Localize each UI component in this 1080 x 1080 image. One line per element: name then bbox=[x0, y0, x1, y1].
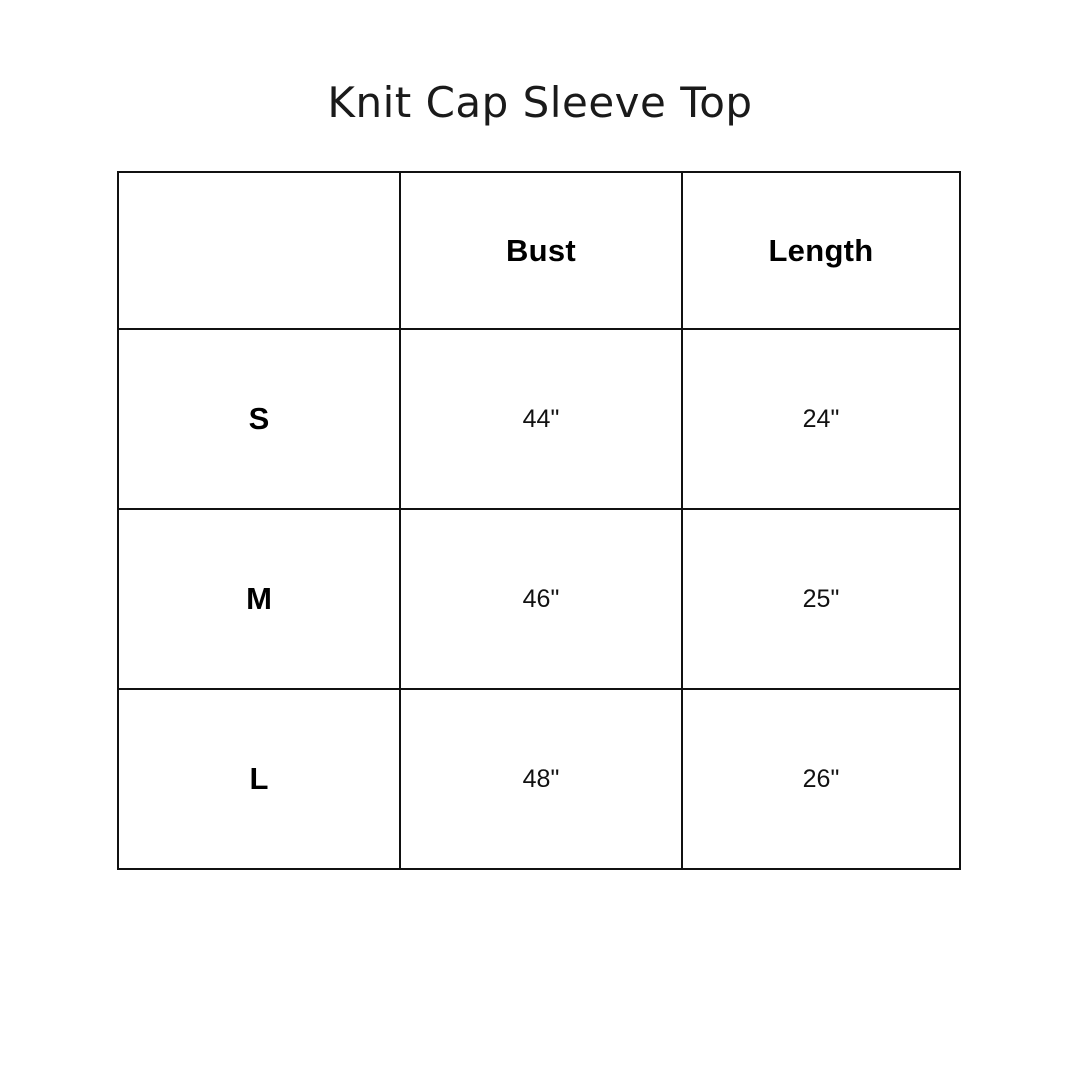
cell-length: 25" bbox=[682, 509, 960, 689]
row-size-label: M bbox=[118, 509, 400, 689]
row-size-label: S bbox=[118, 329, 400, 509]
table-header-row bbox=[118, 172, 960, 329]
cell-bust: 44" bbox=[400, 329, 682, 509]
column-header-bust: Bust bbox=[400, 172, 682, 329]
cell-bust: 48" bbox=[400, 689, 682, 869]
table-corner-cell bbox=[118, 172, 400, 329]
row-size-label: L bbox=[118, 689, 400, 869]
table-row bbox=[118, 689, 960, 869]
cell-length: 24" bbox=[682, 329, 960, 509]
page-title: Knit Cap Sleeve Top bbox=[327, 78, 753, 127]
cell-bust: 46" bbox=[400, 509, 682, 689]
table-row bbox=[118, 329, 960, 509]
size-chart-table bbox=[117, 171, 961, 870]
cell-length: 26" bbox=[682, 689, 960, 869]
column-header-length: Length bbox=[682, 172, 960, 329]
table-row bbox=[118, 509, 960, 689]
